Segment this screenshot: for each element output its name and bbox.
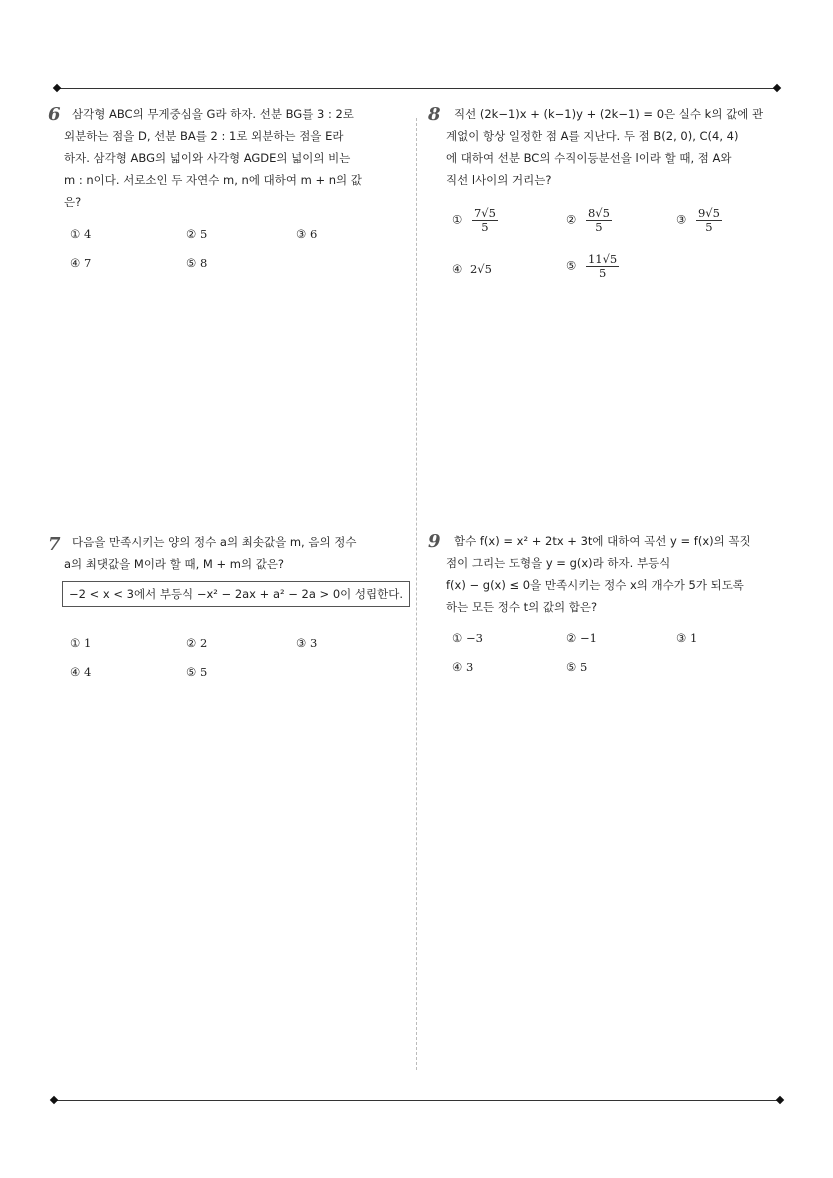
question-6-text <box>64 103 404 213</box>
question-7-choice-4[interactable]: ④ 4 <box>70 665 92 679</box>
choice-mark: ② <box>566 212 577 227</box>
question-6-line: m : n이다. 서로소인 두 자연수 m, n에 대하여 m + n의 값 <box>64 173 362 187</box>
question-6-choice-3[interactable]: ③ 6 <box>296 227 318 241</box>
question-6-number: 6 <box>48 104 61 125</box>
bottom-rule <box>54 1100 780 1101</box>
column-divider <box>416 118 417 1070</box>
question-9-line: 하는 모든 정수 t의 값의 합은? <box>446 600 598 614</box>
question-6 <box>64 103 404 213</box>
question-7-line: 다음을 만족시키는 양의 정수 a의 최솟값을 m, 음의 정수 <box>72 535 357 549</box>
fraction-denominator: 5 <box>598 266 607 280</box>
question-9-choice-2[interactable]: ② −1 <box>566 631 597 645</box>
choice-value: 2√5 <box>469 262 492 276</box>
question-8-choice-4[interactable] <box>452 262 492 276</box>
question-8-line: 직선 (2k−1)x + (k−1)y + (2k−1) = 0은 실수 k의 값에 관 <box>454 107 764 121</box>
question-6-choice-1[interactable]: ① 4 <box>70 227 92 241</box>
question-9-line: 함수 f(x) = x² + 2tx + 3t에 대하여 곡선 y = f(x)의 꼭짓 <box>454 534 751 548</box>
question-8-line: 계없이 항상 일정한 점 A를 지난다. 두 점 B(2, 0), C(4, 4) <box>446 129 739 143</box>
question-8-text <box>446 103 786 191</box>
fraction <box>472 207 498 234</box>
top-rule-left-diamond-icon <box>53 84 61 92</box>
question-7-choice-5[interactable]: ⑤ 5 <box>186 665 208 679</box>
question-8-choice-1[interactable] <box>452 207 498 234</box>
question-7-line: a의 최댓값을 M이라 할 때, M + m의 값은? <box>64 557 285 571</box>
top-rule <box>57 88 777 89</box>
fraction-numerator: 11√5 <box>587 252 618 266</box>
question-7-choice-2[interactable]: ② 2 <box>186 636 208 650</box>
fraction-denominator: 5 <box>705 220 713 234</box>
question-9-text <box>446 530 786 618</box>
question-7-text <box>64 531 410 575</box>
fraction <box>586 253 619 280</box>
choice-mark: ④ <box>452 262 463 276</box>
question-6-choice-4[interactable]: ④ 7 <box>70 256 92 270</box>
question-9-choice-4[interactable]: ④ 3 <box>452 660 474 674</box>
condition-box: −2 < x < 3에서 부등식 −x² − 2ax + a² − 2a > 0이 성립한다. <box>62 581 410 607</box>
question-9-number: 9 <box>428 531 441 552</box>
question-8-line: 직선 l사이의 거리는? <box>446 173 552 187</box>
bottom-rule-right-diamond-icon <box>776 1096 784 1104</box>
question-9-line: f(x) − g(x) ≤ 0을 만족시키는 정수 x의 개수가 5가 되도록 <box>446 578 744 592</box>
question-9-choice-1[interactable]: ① −3 <box>452 631 483 645</box>
question-8 <box>446 103 786 191</box>
question-7 <box>64 531 410 607</box>
question-9 <box>446 530 786 618</box>
fraction-numerator: 8√5 <box>587 206 610 220</box>
fraction-numerator: 7√5 <box>473 206 496 220</box>
question-6-line: 하자. 삼각형 ABG의 넓이와 사각형 AGDE의 넓이의 비는 <box>64 151 351 165</box>
fraction-numerator: 9√5 <box>697 206 720 220</box>
fraction <box>586 207 612 234</box>
top-rule-right-diamond-icon <box>773 84 781 92</box>
choice-mark: ⑤ <box>566 258 577 273</box>
fraction <box>696 207 722 234</box>
question-7-choice-1[interactable]: ① 1 <box>70 636 92 650</box>
question-6-line: 은? <box>64 195 82 209</box>
question-9-choice-3[interactable]: ③ 1 <box>676 631 698 645</box>
question-9-line: 점이 그리는 도형을 y = g(x)라 하자. 부등식 <box>446 556 671 570</box>
question-6-choice-2[interactable]: ② 5 <box>186 227 208 241</box>
fraction-denominator: 5 <box>481 220 489 234</box>
choice-mark: ③ <box>676 212 687 227</box>
question-9-choice-5[interactable]: ⑤ 5 <box>566 660 588 674</box>
choice-mark: ① <box>452 212 463 227</box>
bottom-rule-left-diamond-icon <box>50 1096 58 1104</box>
question-7-choice-3[interactable]: ③ 3 <box>296 636 318 650</box>
question-8-choice-3[interactable] <box>676 207 722 234</box>
question-6-line: 외분하는 점을 D, 선분 BA를 2 : 1로 외분하는 점을 E라 <box>64 129 344 143</box>
question-8-choice-5[interactable] <box>566 253 619 280</box>
question-8-line: 에 대하여 선분 BC의 수직이등분선을 l이라 할 때, 점 A와 <box>446 151 732 165</box>
question-8-number: 8 <box>428 104 441 125</box>
fraction-denominator: 5 <box>595 220 603 234</box>
question-7-number: 7 <box>48 534 61 555</box>
question-6-line: 삼각형 ABC의 무게중심을 G라 하자. 선분 BG를 3 : 2로 <box>72 107 354 121</box>
question-6-choice-5[interactable]: ⑤ 8 <box>186 256 208 270</box>
question-8-choice-2[interactable] <box>566 207 612 234</box>
